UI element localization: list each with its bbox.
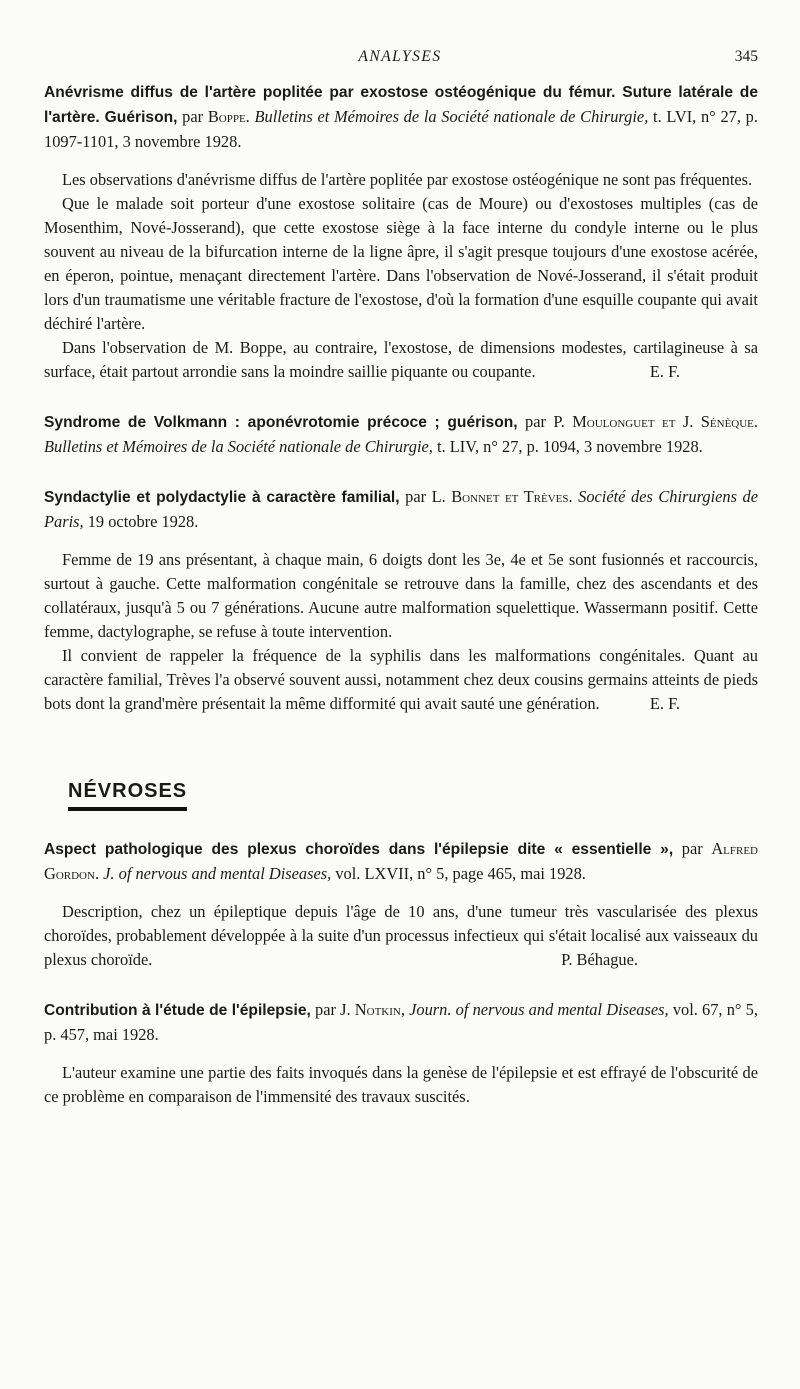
- article-title: Anévrisme diffus de l'artère poplitée par exostose ostéogénique du fémur. Suture latérale de l'artère. Guérison,: [44, 84, 758, 126]
- paragraph: Dans l'observation de M. Boppe, au contraire, l'exostose, de dimensions modestes, cartilagineuse à sa surface, était partout arrondie sans la moindre saillie piquante ou coupante. E. F.: [44, 336, 758, 384]
- paragraph: Il convient de rappeler la fréquence de la syphilis dans les malformations congénitales. Quant au caractère familial, Trèves l'a observé souvent aussi, notamment chez deux cousins germains atteints de pieds bots dont la grand'mère présentait la même difformité qui avait sauté une génération. E. F.: [44, 644, 758, 716]
- running-title: ANALYSES: [358, 48, 442, 65]
- reference: [44, 998, 758, 1047]
- section-heading: NÉVROSES: [68, 780, 187, 811]
- article-title: Aspect pathologique des plexus choroïdes dans l'épilepsie dite « essentielle »,: [44, 841, 674, 858]
- paragraph: L'auteur examine une partie des faits invoqués dans la genèse de l'épilepsie et est effrayé de l'obscurité de ce problème en comparaison de l'immensité des travaux suscités.: [44, 1063, 758, 1106]
- article-title: Syndrome de Volkmann : aponévrotomie précoce ; guérison,: [44, 414, 518, 431]
- paragraph: Les observations d'anévrisme diffus de l'artère poplitée par exostose ostéogénique ne sont pas fréquentes.: [62, 170, 753, 189]
- page-content: [44, 80, 758, 1135]
- author: Alfred Gordon.: [44, 839, 758, 883]
- by-word: par: [405, 487, 427, 506]
- citation-details: vol. LXVII, n° 5, page 465, mai 1928.: [335, 864, 586, 883]
- paragraph: Description, chez un épileptique depuis l'âge de 10 ans, d'une tumeur très vascularisée des plexus choroïdes, probablement développée à la suite d'un processus infectieux qui s'était localisé aux vaisseaux du plexus choroïde. P. Béhague.: [44, 900, 758, 972]
- by-word: par: [315, 1000, 336, 1019]
- paragraph: Que le malade soit porteur d'une exostose solitaire (cas de Moure) ou d'exostoses multiples (cas de Mosenthim, Nové-Josserand), que cette exostose siège à la face interne du condyle interne ou le plus souvent au niveau de la bifurcation interne de la ligne âpre, il s'agit presque toujours d'une exostose acérée, en éperon, pointue, menaçant directement l'artère. Dans l'observation de Nové-Josserand, il s'était produit lors d'un traumatisme une véritable fracture de l'exostose, d'où la formation d'une esquille coupante qui avait déchiré l'artère.: [44, 194, 758, 333]
- by-word: par: [681, 839, 703, 858]
- journal: Société des Chirurgiens de Paris,: [44, 487, 758, 531]
- journal: J. of nervous and mental Diseases,: [103, 864, 332, 883]
- article-title: Syndactylie et polydactylie à caractère familial,: [44, 489, 400, 506]
- reference: [44, 410, 758, 459]
- page-number: 345: [734, 48, 758, 65]
- signature: P. Béhague.: [561, 950, 638, 969]
- signature: E. F.: [649, 694, 680, 713]
- author: L. Bonnet et Trèves.: [431, 487, 573, 506]
- running-header: [0, 48, 800, 70]
- abstract-entry: [44, 837, 758, 972]
- abstract-entry: [44, 410, 758, 459]
- citation-details: t. LVI, n° 27, p. 1097-1101, 3 novembre 1928.: [44, 107, 758, 151]
- abstract-entry: [44, 485, 758, 716]
- reference: [44, 837, 758, 886]
- signature: E. F.: [649, 362, 680, 381]
- journal: Bulletins et Mémoires de la Société nationale de Chirurgie,: [254, 107, 649, 126]
- citation-details: 19 octobre 1928.: [87, 512, 199, 531]
- by-word: par: [525, 412, 546, 431]
- author: P. Moulonguet et J. Sénèque.: [553, 412, 758, 431]
- reference: [44, 485, 758, 534]
- abstract-entry: [44, 80, 758, 384]
- article-title: Contribution à l'étude de l'épilepsie,: [44, 1002, 311, 1019]
- by-word: par: [182, 107, 204, 126]
- journal: Journ. of nervous and mental Diseases,: [409, 1000, 669, 1019]
- author: J. Notkin,: [340, 1000, 405, 1019]
- citation-details: vol. 67, n° 5, p. 457, mai 1928.: [44, 1000, 758, 1044]
- paragraph: Femme de 19 ans présentant, à chaque main, 6 doigts dont les 3e, 4e et 5e sont fusionnés et raccourcis, surtout à gauche. Cette malformation congénitale se retrouve dans la famille, chez des ascendants et des collatéraux, jusqu'à 5 ou 7 générations. Aucune autre malformation squelettique. Wassermann positif. Cette femme, dactylographe, se refuse à toute intervention.: [44, 550, 758, 641]
- author: Boppe.: [207, 107, 250, 126]
- abstract-entry: [44, 998, 758, 1109]
- citation-details: t. LIV, n° 27, p. 1094, 3 novembre 1928.: [437, 437, 703, 456]
- reference: [44, 80, 758, 154]
- journal: Bulletins et Mémoires de la Société nationale de Chirurgie,: [44, 437, 433, 456]
